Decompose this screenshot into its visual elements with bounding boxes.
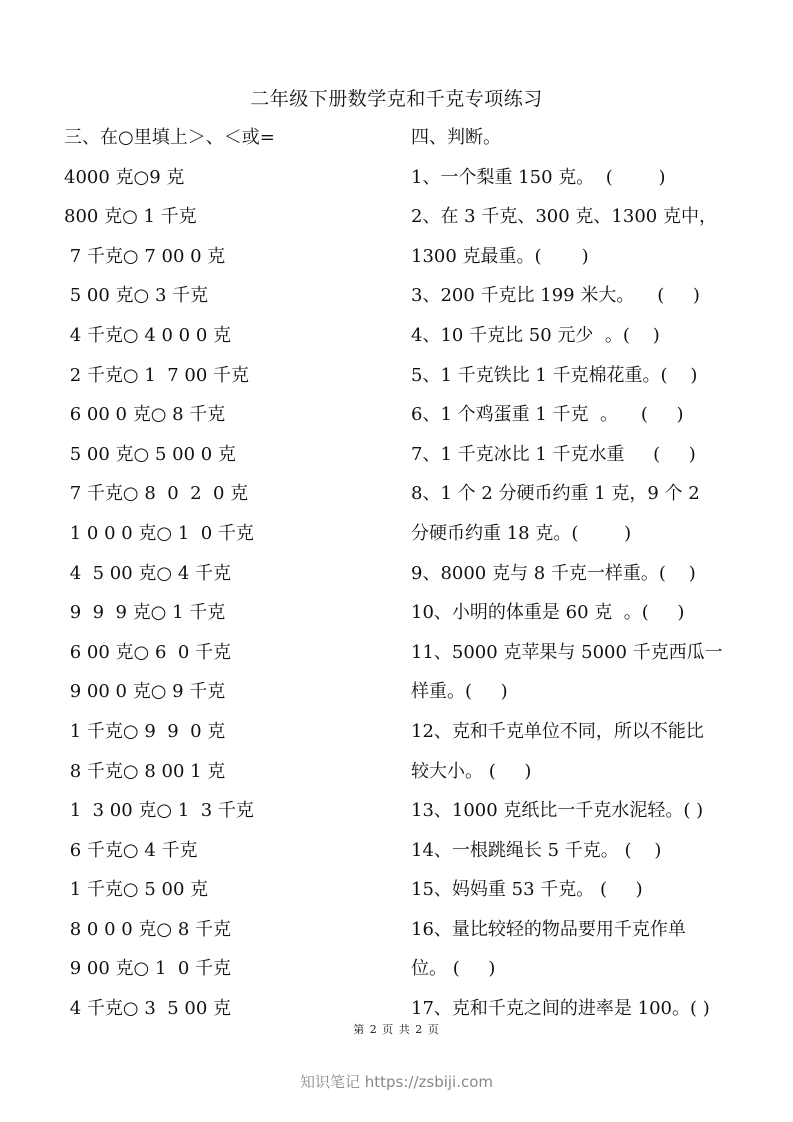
judgement-line: 较大小。 ( ) bbox=[411, 760, 532, 782]
comparison-item: 4000 克○9 克 bbox=[64, 166, 185, 188]
judgement-line: 样重。( ) bbox=[411, 681, 508, 703]
judgement-line: 3、200 千克比 199 米大。 ( ) bbox=[411, 285, 700, 307]
comparison-item: 5 00 克○ 5 00 0 克 bbox=[64, 443, 236, 465]
comparison-item: 6 千克○ 4 千克 bbox=[64, 839, 198, 861]
comparison-section bbox=[64, 118, 384, 1029]
comparison-item: 9 9 9 克○ 1 千克 bbox=[64, 602, 226, 624]
judgement-line: 16、量比较轻的物品要用千克作单 bbox=[411, 918, 686, 940]
page-title: 二年级下册数学克和千克专项练习 bbox=[250, 88, 543, 110]
judgement-line: 1、一个梨重 150 克。 ( ) bbox=[411, 166, 666, 188]
judgement-line: 5、1 千克铁比 1 千克棉花重。( ) bbox=[411, 364, 698, 386]
judgement-line: 17、克和千克之间的进率是 100。( ) bbox=[411, 998, 710, 1020]
comparison-heading: 三、在○里填上＞、＜或= bbox=[64, 127, 275, 148]
comparison-item: 800 克○ 1 千克 bbox=[64, 206, 197, 228]
judgement-line: 13、1000 克纸比一千克水泥轻。( ) bbox=[411, 800, 704, 822]
judgement-line: 14、一根跳绳长 5 千克。 ( ) bbox=[411, 839, 662, 861]
comparison-item: 1 千克○ 5 00 克 bbox=[64, 879, 209, 901]
judgement-line: 7、1 千克冰比 1 千克水重 ( ) bbox=[411, 443, 696, 465]
judgement-line: 2、在 3 千克、300 克、1300 克中， bbox=[411, 206, 717, 228]
comparison-item: 2 千克○ 1 7 00 千克 bbox=[64, 364, 250, 386]
comparison-item: 6 00 克○ 6 0 千克 bbox=[64, 641, 232, 663]
judgement-line: 8、1 个 2 分硬币约重 1 克，9 个 2 bbox=[411, 483, 700, 505]
comparison-item: 9 00 0 克○ 9 千克 bbox=[64, 681, 226, 703]
comparison-item: 4 千克○ 4 0 0 0 克 bbox=[64, 324, 232, 346]
comparison-item: 7 千克○ 7 00 0 克 bbox=[64, 245, 226, 267]
judgement-line: 4、10 千克比 50 元少 。( ) bbox=[411, 324, 660, 346]
judgement-line: 分硬币约重 18 克。( ) bbox=[411, 522, 632, 544]
comparison-item: 8 0 0 0 克○ 8 千克 bbox=[64, 918, 232, 940]
comparison-item: 1 0 0 0 克○ 1 0 千克 bbox=[64, 522, 254, 544]
comparison-item: 7 千克○ 8 0 2 0 克 bbox=[64, 483, 249, 505]
judgement-line: 10、小明的体重是 60 克 。( ) bbox=[411, 602, 685, 624]
page-indicator: 第 2 页 共 2 页 bbox=[353, 1023, 440, 1036]
comparison-item: 1 千克○ 9 9 0 克 bbox=[64, 720, 226, 742]
comparison-item: 9 00 克○ 1 0 千克 bbox=[64, 958, 232, 980]
comparison-item: 1 3 00 克○ 1 3 千克 bbox=[64, 800, 254, 822]
comparison-item: 5 00 克○ 3 千克 bbox=[64, 285, 209, 307]
judgement-line: 11、5000 克苹果与 5000 千克西瓜一 bbox=[411, 641, 723, 663]
comparison-item: 6 00 0 克○ 8 千克 bbox=[64, 404, 226, 426]
judgement-line: 位。 ( ) bbox=[411, 958, 496, 980]
judgement-line: 6、1 个鸡蛋重 1 千克 。 ( ) bbox=[411, 404, 684, 426]
site-watermark: 知识笔记 https://zsbiji.com bbox=[299, 1073, 494, 1091]
judgement-line: 9、8000 克与 8 千克一样重。( ) bbox=[411, 562, 696, 584]
judgement-section bbox=[411, 118, 751, 1029]
comparison-item: 4 千克○ 3 5 00 克 bbox=[64, 998, 232, 1020]
judgement-line: 1300 克最重。( ) bbox=[411, 245, 589, 267]
judgement-heading: 四、判断。 bbox=[411, 127, 501, 148]
comparison-item: 4 5 00 克○ 4 千克 bbox=[64, 562, 232, 584]
judgement-line: 12、克和千克单位不同，所以不能比 bbox=[411, 720, 704, 742]
judgement-line: 15、妈妈重 53 千克。 ( ) bbox=[411, 879, 643, 901]
comparison-item: 8 千克○ 8 00 1 克 bbox=[64, 760, 226, 782]
